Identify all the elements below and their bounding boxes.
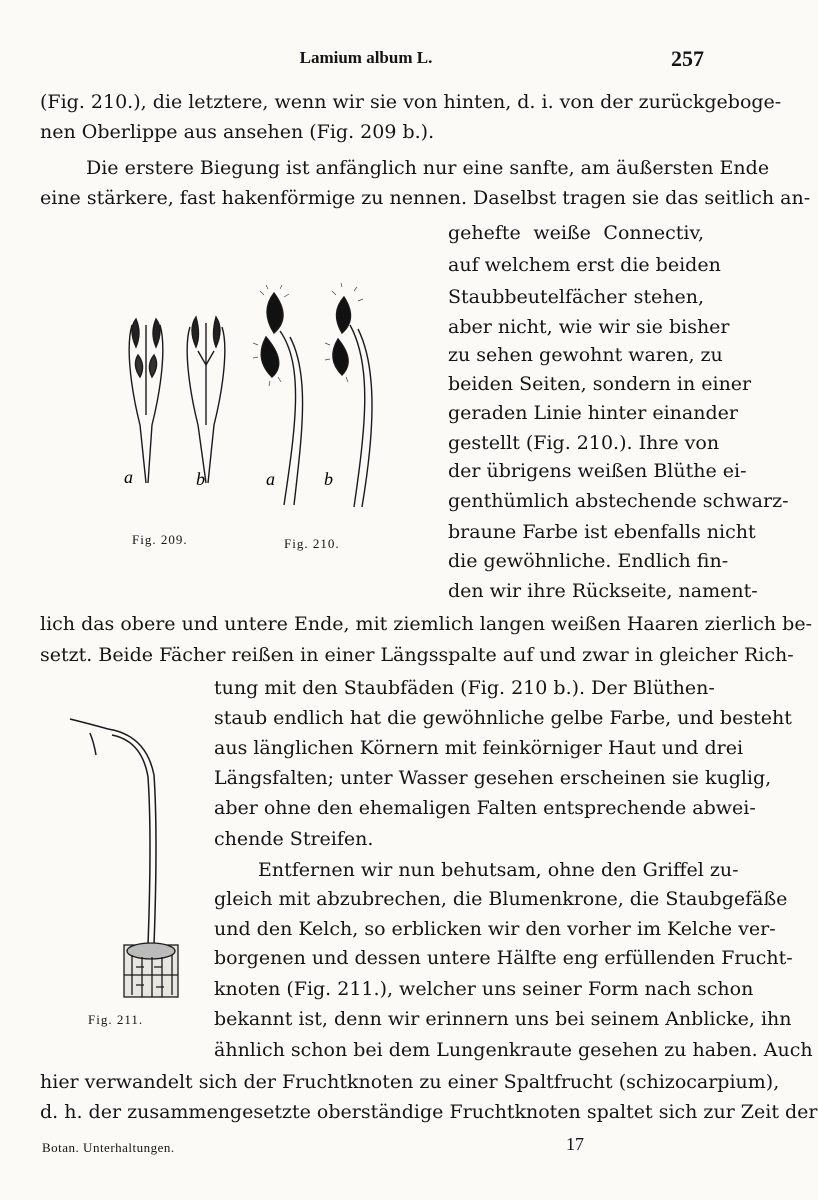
text-line: knoten (Fig. 211.), welcher uns seiner Form nach schon [214, 978, 754, 1000]
text-line: gehefte weiße Connectiv, [448, 222, 704, 244]
text-line: setzt. Beide Fächer reißen in einer Längsspalte auf und zwar in gleicher Rich- [40, 644, 794, 666]
text-line: und den Kelch, so erblicken wir den vorher im Kelche ver- [214, 918, 776, 940]
text-line: die gewöhnliche. Endlich fin- [448, 550, 729, 572]
signature-mark: 17 [566, 1134, 584, 1154]
text-line: Die erstere Biegung ist anfänglich nur eine sanfte, am äußersten Ende [86, 157, 770, 179]
text-line: lich das obere und untere Ende, mit ziemlich langen weißen Haaren zierlich be- [40, 613, 812, 635]
figure-210-illustration [254, 285, 384, 510]
footer-book-title: Botan. Unterhaltungen. [42, 1140, 175, 1155]
text-line: nen Oberlippe aus ansehen (Fig. 209 b.). [40, 121, 435, 143]
text-line: aber nicht, wie wir sie bisher [448, 316, 730, 338]
figure-211-caption: Fig. 211. [88, 1012, 144, 1027]
text-line: d. h. der zusammengesetzte oberständige Fruchtknoten spaltet sich zur Zeit der [40, 1101, 818, 1123]
fig-209-label-b: b [196, 469, 205, 489]
text-line: Entfernen wir nun behutsam, ohne den Griffel zu- [258, 859, 739, 881]
text-line: aber ohne den ehemaligen Falten entsprechende abwei- [214, 797, 756, 819]
text-line: chende Streifen. [214, 828, 374, 850]
text-line: geraden Linie hinter einander [448, 402, 738, 424]
text-line: staub endlich hat die gewöhnliche gelbe Farbe, und besteht [214, 707, 792, 729]
page-number: 257 [671, 46, 704, 71]
text-line: eine stärkere, fast hakenförmige zu nennen. Daselbst tragen sie das seitlich an- [40, 187, 811, 209]
text-line: gestellt (Fig. 210.). Ihre von [448, 432, 720, 454]
figure-209-illustration [112, 305, 242, 490]
text-line: ähnlich schon bei dem Lungenkraute gesehen zu haben. Auch [214, 1039, 813, 1061]
text-line: genthümlich abstechende schwarz- [448, 490, 789, 512]
text-line: den wir ihre Rückseite, nament- [448, 580, 758, 602]
text-line: borgenen und dessen untere Hälfte eng erfüllenden Frucht- [214, 947, 793, 969]
fig-209-label-a: a [124, 467, 133, 487]
fig-210-label-b: b [324, 469, 333, 489]
text-line: braune Farbe ist ebenfalls nicht [448, 521, 756, 543]
figure-211-illustration [66, 705, 206, 1005]
text-line: der übrigens weißen Blüthe ei- [448, 460, 747, 482]
text-line: auf welchem erst die beiden [448, 254, 721, 276]
running-header-title: Lamium album L. [299, 48, 433, 67]
text-line: Staubbeutelfächer stehen, [448, 286, 704, 308]
fig-210-label-a: a [266, 469, 275, 489]
text-line: bekannt ist, denn wir erinnern uns bei seinem Anblicke, ihn [214, 1008, 792, 1030]
text-line: zu sehen gewohnt waren, zu [448, 344, 723, 366]
text-line: tung mit den Staubfäden (Fig. 210 b.). Der Blüthen- [214, 677, 715, 699]
text-line: Längsfalten; unter Wasser gesehen erscheinen sie kuglig, [214, 767, 772, 789]
figure-210-caption: Fig. 210. [284, 536, 340, 551]
text-line: beiden Seiten, sondern in einer [448, 373, 752, 395]
text-line: (Fig. 210.), die letztere, wenn wir sie von hinten, d. i. von der zurückgeboge- [40, 91, 782, 113]
text-line: gleich mit abzubrechen, die Blumenkrone, die Staubgefäße [214, 888, 788, 910]
text-line: aus länglichen Körnern mit feinkörniger Haut und drei [214, 737, 744, 759]
text-line: hier verwandelt sich der Fruchtknoten zu einer Spaltfrucht (schizocarpium), [40, 1071, 780, 1093]
figure-209-caption: Fig. 209. [132, 532, 188, 547]
